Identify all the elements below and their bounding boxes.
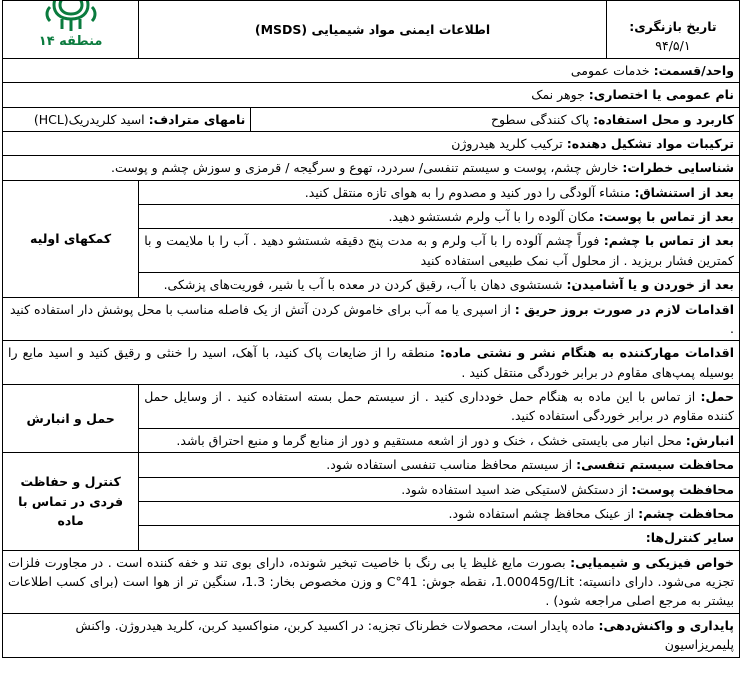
unit-cell xyxy=(3,58,740,82)
stability-text: ماده پایدار است، محصولات خطرناک تجزیه: در اکسید کربن، منواکسید کربن، کلرید هیدروژن. واکنش پلیمریزاسیون xyxy=(75,617,734,653)
usage-label: کاربرد و محل استفاده: xyxy=(593,111,734,127)
handling-storage-row-label: حمل و انبارش xyxy=(3,385,139,453)
logo-cell xyxy=(3,1,139,59)
spill-measures-row xyxy=(3,341,740,385)
first-aid-eye-cell xyxy=(139,229,740,273)
first-aid-inhalation-cell xyxy=(139,180,740,204)
header-partial-text xyxy=(612,3,734,17)
first-aid-ingestion-label: بعد از خوردن و یا آشامیدن: xyxy=(566,277,734,293)
first-aid-row-label: کمکهای اولیه xyxy=(3,180,139,297)
common-name-label: نام عمومی یا اختصاری: xyxy=(588,87,734,103)
ppe-skin-cell xyxy=(139,477,740,501)
first-aid-ingestion-cell xyxy=(139,273,740,297)
first-aid-ingestion-text: شستشوی دهان با آب، رقیق کردن در معده با آب یا شیر، فوریت‌های پزشکی. xyxy=(163,277,563,293)
revision-date-value: ۹۴/۵/۱ xyxy=(655,38,691,54)
ppe-skin-text: از دستکش لاستیکی ضد اسید استفاده شود. xyxy=(401,481,628,497)
physical-properties-label: خواص فیزیکی و شیمیایی: xyxy=(570,554,734,570)
unit-row xyxy=(3,58,740,82)
synonyms-label: نامهای مترادف: xyxy=(148,111,246,127)
composition-cell xyxy=(3,131,740,155)
ppe-row-1 xyxy=(3,453,740,477)
physical-properties-row xyxy=(3,550,740,613)
document-header-row xyxy=(3,1,740,59)
unit-value: خدمات عمومی xyxy=(570,62,650,78)
ppe-row-label: کنترل و حفاظت فردی در تماس با ماده xyxy=(3,453,139,551)
ppe-eye-cell xyxy=(139,501,740,525)
msds-table xyxy=(2,0,740,658)
ppe-respiratory-text: از سیستم محافظ مناسب تنفسی استفاده شود. xyxy=(326,457,573,473)
first-aid-skin-cell xyxy=(139,205,740,229)
synonyms-usage-row xyxy=(3,107,740,131)
hazards-value: خارش چشم، پوست و سیستم تنفسی/ سردرد، تهوع و سرگیجه / قرمزی و سوزش چشم و پوست. xyxy=(110,160,619,176)
ppe-eye-label: محافظت چشم: xyxy=(638,505,734,521)
fire-measures-label: اقدامات لازم در صورت بروز حریق : xyxy=(514,301,734,317)
storage-label: انبارش: xyxy=(685,432,734,448)
handling-text: از تماس با این ماده به هنگام حمل خودداری کنید . از سیستم حمل بسته استفاده کنید . از وسایل حمل کننده مقاوم در برابر خوردگی استفاده کنید. xyxy=(144,389,734,424)
fire-measures-text: از اسپری یا مه آب برای خاموش کردن آتش از یک فاصله مناسب با محل پوشش دار استفاده کنید . xyxy=(9,301,734,336)
ppe-skin-label: محافظت پوست: xyxy=(631,481,734,497)
ppe-respiratory-label: محافظت سیستم تنفسی: xyxy=(576,457,734,473)
common-name-cell xyxy=(3,83,740,107)
unit-label: واحد/قسمت: xyxy=(653,62,734,78)
ppe-other-cell xyxy=(139,526,740,550)
revision-date-cell xyxy=(606,1,739,59)
first-aid-eye-label: بعد از تماس با چشم: xyxy=(603,233,734,249)
storage-cell xyxy=(139,428,740,452)
usage-value: پاک کنندگی سطوح xyxy=(490,111,590,127)
fire-measures-cell xyxy=(3,297,740,341)
usage-cell xyxy=(251,107,740,131)
synonyms-cell xyxy=(3,107,251,131)
common-name-row xyxy=(3,83,740,107)
ppe-respiratory-cell xyxy=(139,453,740,477)
composition-value: ترکیب کلرید هیدروژن xyxy=(451,135,563,151)
stability-label: پایداری و واکنش‌دهی: xyxy=(598,617,734,633)
stability-row xyxy=(3,613,740,657)
hazards-label: شناسایی خطرات: xyxy=(622,160,734,176)
composition-row xyxy=(3,131,740,155)
first-aid-skin-label: بعد از تماس با پوست: xyxy=(598,209,734,224)
physical-properties-text: بصورت مایع غلیظ یا بی رنگ با خاصیت تبخیر شونده، دارای بوی تند و خفه کننده است . در مجاورت فلزات تجزیه می‌شود. دارای دانسیته: 1.00045g/Lit، نقطه جوش: 41°C و وزن مخصوص بخار: 1.3، سنگین تر از هوا است (برای کسب اطلاعات بیشتر به مرجع اصلی مراجعه شود) . xyxy=(8,554,735,609)
fire-measures-row xyxy=(3,297,740,341)
ppe-other-label: سایر کنترل‌ها: xyxy=(645,530,734,546)
handling-row xyxy=(3,385,740,429)
spill-measures-text: منطقه را از ضایعات پاک کنید، با آهک، اسید را خنثی و رقیق کنید و اسید مایع را بوسیله پمپ‌های مقاوم در برابر خوردگی منتقل کنید . xyxy=(8,345,734,380)
municipality-logo-icon xyxy=(38,1,104,36)
ppe-eye-text: از عینک محافظ چشم استفاده شود. xyxy=(448,505,635,521)
revision-date-label: تاریخ بازنگری: xyxy=(629,19,717,34)
spill-measures-cell xyxy=(3,341,740,385)
first-aid-skin-text: مکان آلوده را با آب ولرم شستشو دهید. xyxy=(388,209,595,224)
synonyms-value: اسید کلریدریک(HCL) xyxy=(33,111,145,127)
composition-label: ترکیبات مواد تشکیل دهنده: xyxy=(566,135,734,151)
hazards-row xyxy=(3,156,740,180)
physical-properties-cell xyxy=(3,550,740,613)
first-aid-eye-text: فوراً چشم آلوده را با آب ولرم و به مدت پنج دقیقه شستشو دهید . آب را با ملایمت و با کمترین فشار بریزید . از محلول آب نمک طبیعی استفاده کنید xyxy=(144,233,734,268)
logo-wrapper xyxy=(8,5,133,53)
storage-text: محل انبار می بایستی خشک ، خنک و دور از اشعه مستقیم و دور از منابع گرما و منبع احتراق باشد. xyxy=(176,432,682,448)
first-aid-row-1 xyxy=(3,180,740,204)
logo-caption: منطقه ۱۴ xyxy=(38,34,103,50)
handling-label: حمل: xyxy=(700,389,734,404)
handling-cell xyxy=(139,385,740,429)
first-aid-inhalation-text: منشاء آلودگی را دور کنید و مصدوم را به هوای تازه منتقل کنید. xyxy=(304,184,631,200)
hazards-cell xyxy=(3,156,740,180)
common-name-value: جوهر نمک xyxy=(531,87,585,103)
stability-cell xyxy=(3,613,740,657)
first-aid-inhalation-label: بعد از استنشاق: xyxy=(634,184,734,200)
spill-measures-label: اقدامات مهارکننده به هنگام نشر و نشتی ماده: xyxy=(440,345,734,361)
revision-date-line xyxy=(612,17,734,56)
document-title-cell: اطلاعات ایمنی مواد شیمیایی (MSDS) xyxy=(139,1,607,59)
